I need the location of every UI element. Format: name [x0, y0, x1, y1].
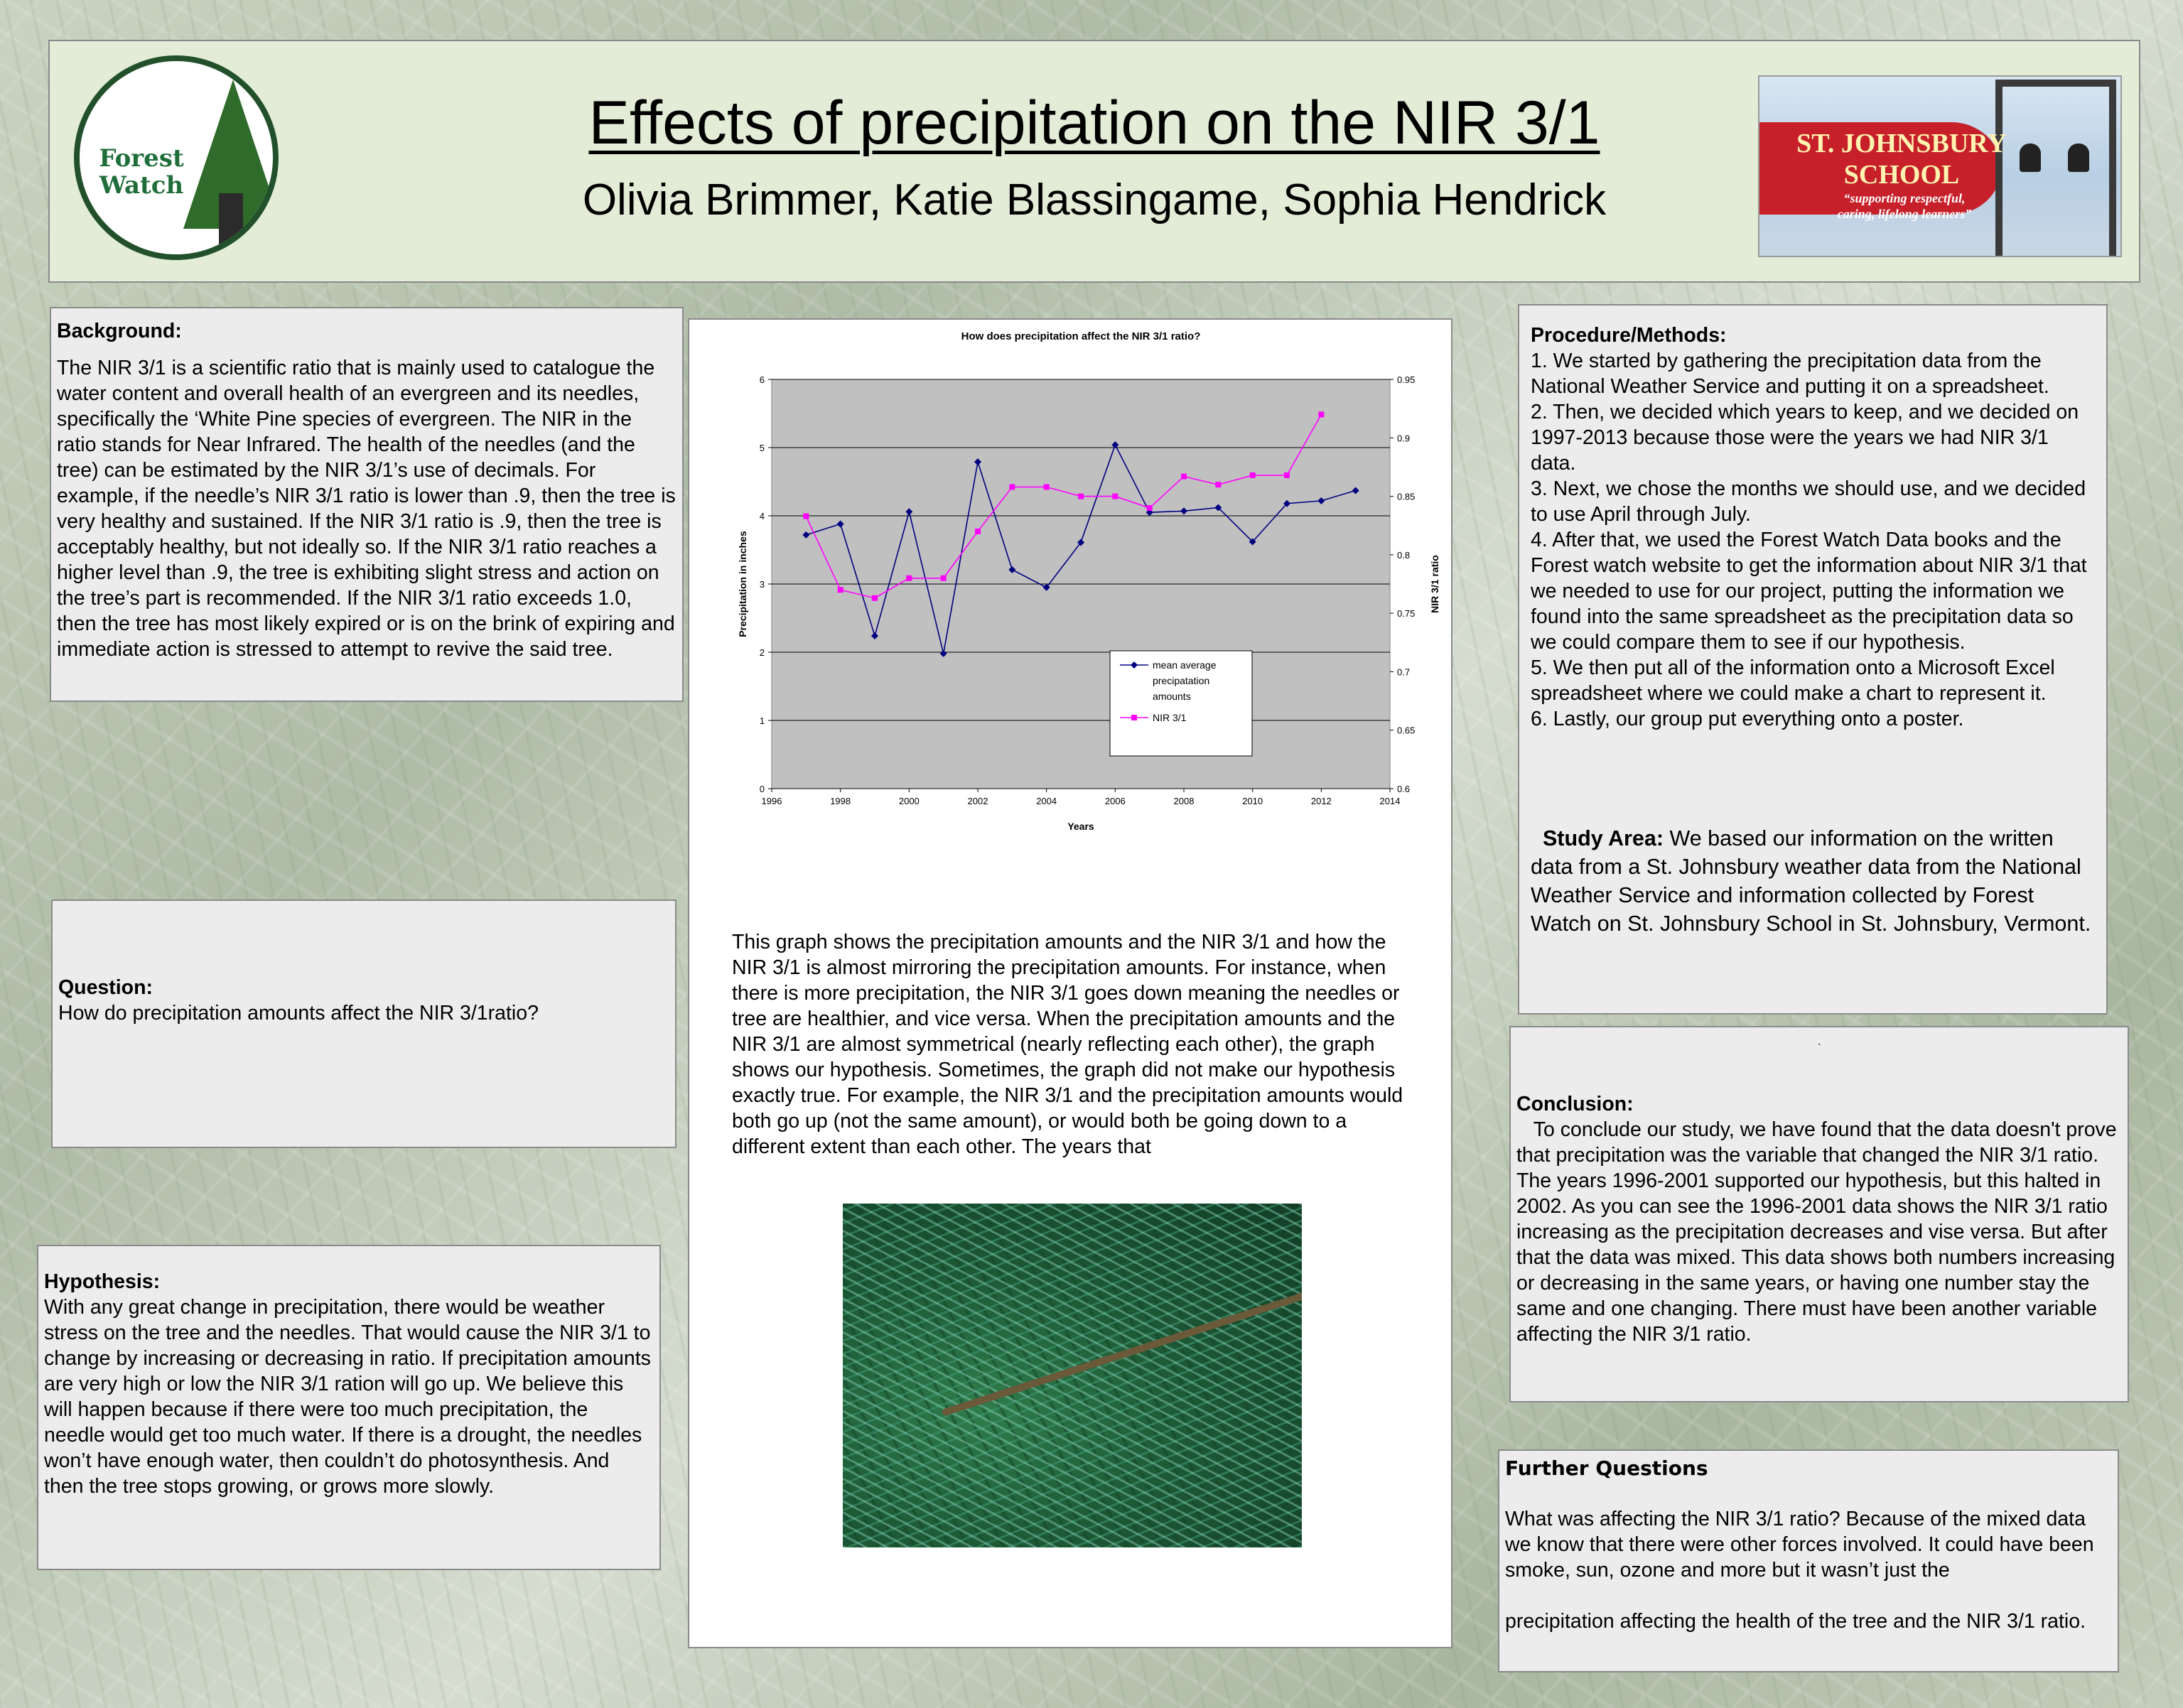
procedure-step: 5. We then put all of the information onto a Microsoft Excel spreadsheet where we could make a chart to represent it.	[1531, 656, 2055, 705]
legend-label: precipatation	[1153, 675, 1210, 686]
hypothesis-body: With any great change in precipitation, there would be weather stress on the tree and the needles. That would cause the NIR 3/1 to change by increasing or decreasing in ratio. If precipitation amounts are very high or low the NIR 3/1 ration will go up. We believe this will happen because if there were too much precipitation, the needle would get too much water. If there is a drought, the needles won’t have enough water, then couldn’t do photosynthesis. And then the tree stops growing, or grows more slowly.	[44, 1296, 651, 1498]
further-questions-heading: Further Questions	[1505, 1456, 1708, 1480]
bell-icon	[2020, 144, 2041, 172]
data-point	[1112, 494, 1118, 499]
question-section	[51, 899, 677, 1148]
y-tick-label: 2	[759, 647, 765, 658]
data-point	[941, 575, 947, 581]
precipitation-nir-chart	[689, 320, 1454, 860]
question-heading: Question:	[58, 976, 153, 999]
further-questions-body-2: precipitation affecting the health of the tree and the NIR 3/1 ratio.	[1505, 1610, 2086, 1633]
legend-label: mean average	[1153, 659, 1217, 671]
x-tick-label: 1996	[761, 796, 782, 806]
pine-branch-shape	[941, 1287, 1302, 1417]
x-tick-label: 2006	[1104, 796, 1126, 806]
data-point	[1147, 505, 1153, 511]
y2-tick-label: 0.6	[1397, 784, 1411, 794]
graph-section	[688, 318, 1452, 1648]
data-point	[1009, 484, 1015, 490]
school-motto	[1791, 190, 2018, 222]
school-name-line-1: ST. JOHNSBURY	[1796, 129, 2007, 158]
legend-marker	[1131, 715, 1137, 720]
study-area	[1531, 824, 2099, 938]
x-tick-label: 2002	[967, 796, 988, 806]
stray-mark: `	[1818, 1042, 1821, 1053]
x-tick-label: 2014	[1379, 796, 1401, 806]
st-johnsbury-school-logo	[1758, 75, 2122, 257]
conclusion-section	[1509, 1026, 2129, 1402]
x-tick-label: 2008	[1173, 796, 1195, 806]
x-tick-label: 1998	[830, 796, 851, 806]
background-body: The NIR 3/1 is a scientific ratio that is mainly used to catalogue the water content and overall health of an evergreen and its needles, specifically the ‘White Pine species of evergreen. The NIR in the ratio stands for Near Infrared. The health of the needles (and the tree) can be estimated by the NIR 3/1’s use of decimals. For example, if the needle’s NIR 3/1 ratio is lower than .9, then the tree is very healthy and sustained. If the NIR 3/1 ratio is .9, then the tree is acceptably healthy, but not ideally so. If the NIR 3/1 ratio reaches a higher level than .9, the tree is exhibiting slight stress and action on the tree’s part is recommended. If the NIR 3/1 ratio exceeds 1.0, then the tree has most likely expired or is on the brink of expiring and immediate action is stressed to attempt to revive the said tree.	[57, 357, 676, 661]
study-area-heading: Study Area:	[1542, 826, 1664, 850]
y-tick-label: 3	[759, 579, 765, 590]
y2-tick-label: 0.7	[1397, 666, 1411, 678]
bell-icon	[2068, 144, 2089, 172]
y-axis-label: Precipitation in inches	[737, 531, 748, 637]
procedure-step: 1. We started by gathering the precipitation data from the National Weather Service and putting it on a spreadsheet.	[1531, 350, 2049, 398]
x-axis-label: Years	[1067, 821, 1094, 832]
data-point	[975, 529, 981, 534]
data-point	[838, 587, 843, 593]
hypothesis-section	[37, 1245, 661, 1570]
data-point	[1250, 472, 1256, 478]
y2-tick-label: 0.95	[1397, 374, 1416, 385]
background-heading: Background:	[57, 320, 182, 342]
x-tick-label: 2012	[1310, 796, 1332, 806]
procedure-step: 2. Then, we decided which years to keep, and we decided on 1997-2013 because those were the years we had NIR 3/1 data.	[1531, 401, 2079, 475]
hypothesis-heading: Hypothesis:	[44, 1270, 161, 1293]
procedure-section	[1518, 304, 2108, 1015]
poster-header	[48, 40, 2140, 283]
procedure-heading: Procedure/Methods:	[1531, 324, 1727, 347]
procedure-step: 3. Next, we chose the months we should use, and we decided to use April through July.	[1531, 477, 2086, 526]
data-point	[1044, 484, 1050, 490]
data-point	[1215, 482, 1221, 487]
poster-title: Effects of precipitation on the NIR 3/1	[588, 89, 1600, 157]
white-pine-needles-photo	[843, 1204, 1302, 1547]
y2-axis-label: NIR 3/1 ratio	[1429, 555, 1440, 613]
motto-line-1: “supporting respectful,	[1843, 191, 1966, 205]
y-tick-label: 4	[759, 511, 765, 521]
procedure-step: 6. Lastly, our group put everything onto a poster.	[1531, 708, 1964, 730]
y-tick-label: 0	[759, 784, 765, 794]
data-point	[1078, 494, 1084, 499]
y2-tick-label: 0.9	[1397, 433, 1411, 444]
conclusion-heading: Conclusion:	[1516, 1093, 1634, 1115]
question-body: How do precipitation amounts affect the NIR 3/1ratio?	[58, 1002, 539, 1025]
conclusion-body: To conclude our study, we have found that the data doesn't prove that precipitation was the variable that changed the NIR 3/1 ratio. The years 1996-2001 supported our hypothesis, but this halted in 2002. As you can see the 1996-2001 data shows the NIR 3/1 ratio increasing as the precipitation decreases and vise versa. But after that the data was mixed. This data shows both numbers increasing or decreasing in the same years, or having one number stay the same and one changing. There must have been another variable affecting the NIR 3/1 ratio.	[1516, 1118, 2123, 1346]
chart-title: How does precipitation affect the NIR 3/1 ratio?	[961, 330, 1201, 342]
x-tick-label: 2010	[1242, 796, 1263, 806]
data-point	[1318, 411, 1324, 417]
x-tick-label: 2000	[898, 796, 920, 806]
data-point	[1284, 472, 1290, 478]
y-tick-label: 6	[759, 374, 765, 385]
legend-label: NIR 3/1	[1153, 712, 1187, 723]
data-point	[1181, 474, 1187, 480]
y2-tick-label: 0.85	[1397, 491, 1416, 502]
procedure-step: 4. After that, we used the Forest Watch Data books and the Forest watch website to get the information about NIR 3/1 that we needed to use for our project, putting the information we found into the same spreadsheet as the precipitation data so we could compare them to see if our hypothesis.	[1531, 529, 2087, 654]
school-name-line-2: SCHOOL	[1843, 160, 1960, 190]
data-point	[906, 575, 912, 581]
y2-tick-label: 0.75	[1397, 608, 1416, 620]
data-point	[872, 595, 878, 601]
x-tick-label: 2004	[1036, 796, 1057, 806]
y-tick-label: 5	[759, 443, 765, 453]
poster-authors: Olivia Brimmer, Katie Blassingame, Sophia Hendrick	[582, 175, 1607, 225]
logo-text-line-2: Watch	[99, 171, 184, 200]
y2-tick-label: 0.8	[1397, 549, 1411, 561]
further-questions-section	[1498, 1449, 2119, 1672]
motto-line-2: caring, lifelong learners”	[1837, 207, 1972, 221]
graph-description: This graph shows the precipitation amounts and the NIR 3/1 and how the NIR 3/1 is almost mirroring the precipitation amounts. For instance, when there is more precipitation, the NIR 3/1 goes down meaning the needles or tree are healthier, and vice versa. When the precipitation amounts and the NIR 3/1 are almost symmetrical (nearly reflecting each other), the graph shows our hypothesis. Sometimes, the graph did not make our hypothesis exactly true. For example, the NIR 3/1 and the precipitation amounts would both go up (not the same amount), or would both be going down to a different extent than each other. The years that	[732, 931, 1403, 1158]
logo-text-line-1: Forest	[99, 144, 184, 173]
data-point	[803, 514, 809, 519]
y2-tick-label: 0.65	[1397, 725, 1416, 736]
y-tick-label: 1	[759, 715, 765, 726]
school-name	[1788, 128, 2015, 190]
background-section	[50, 307, 684, 702]
further-questions-body-1: What was affecting the NIR 3/1 ratio? Because of the mixed data we know that there were other forces involved. It could have been smoke, sun, ozone and more but it wasn’t just the	[1505, 1508, 2094, 1582]
study-area-body: We based our information on the written data from a St. Johnsbury weather data from the National Weather Service and information collected by Forest Watch on St. Johnsbury School in St. Johnsbury, Vermont.	[1531, 826, 2091, 936]
legend-label: amounts	[1153, 691, 1191, 702]
